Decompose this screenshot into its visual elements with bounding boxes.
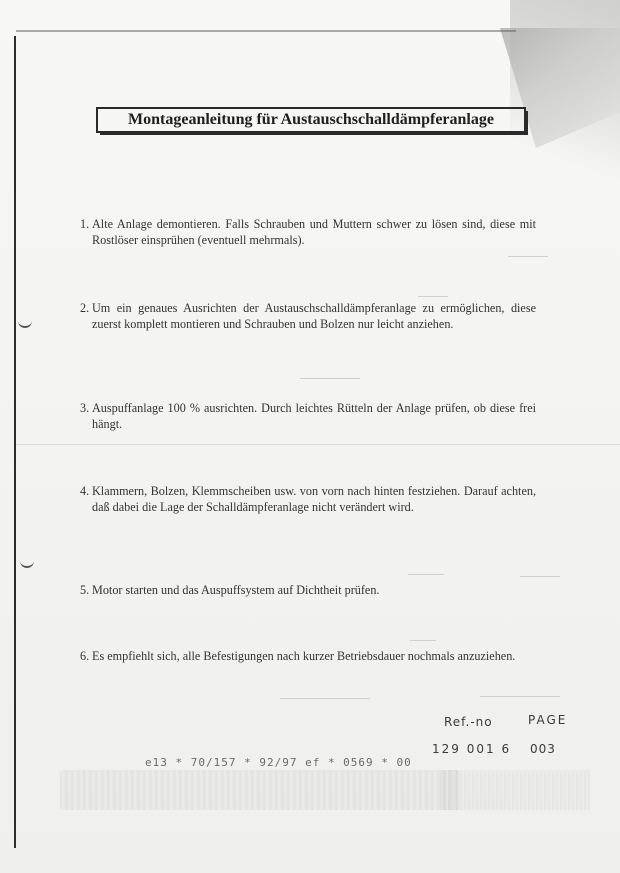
scan-artifact-line xyxy=(280,698,370,699)
scan-artifact-line xyxy=(408,574,444,575)
scan-artifact-line xyxy=(410,640,436,641)
step-item-2 xyxy=(80,300,536,332)
step-text: Motor starten und das Auspuffsystem auf Dichtheit prüfen. xyxy=(92,583,380,597)
step-number: 5. xyxy=(80,583,90,597)
step-number: 3. xyxy=(80,401,90,415)
fold-crease xyxy=(16,444,620,445)
page-label: PAGE xyxy=(528,713,568,727)
page-number-value: 003 xyxy=(530,742,556,756)
scan-artifact-line xyxy=(300,378,360,379)
scan-artifact-line xyxy=(508,256,548,257)
page-title: Montageanleitung für Austauschschalldämpferanlage xyxy=(128,111,494,128)
step-number: 6. xyxy=(80,649,90,663)
step-text: Klammern, Bolzen, Klemmscheiben usw. von vorn nach hinten festziehen. Darauf achten, daß dabei die Lage der Schalldämpferanlage nicht verändert wird. xyxy=(92,484,536,514)
approval-code: e13 * 70/157 * 92/97 ef * 0569 * 00 xyxy=(145,756,412,769)
step-item-4 xyxy=(80,483,536,515)
step-number: 2. xyxy=(80,301,90,315)
scan-artifact-line xyxy=(418,296,448,297)
punch-hole-top xyxy=(18,316,32,328)
scan-artifact-line xyxy=(480,696,560,697)
left-border-line xyxy=(14,36,16,848)
top-edge-line xyxy=(16,30,516,32)
step-text: Auspuffanlage 100 % ausrichten. Durch leichtes Rütteln der Anlage prüfen, ob diese frei hängt. xyxy=(92,401,536,431)
step-item-3 xyxy=(80,400,536,432)
title-box xyxy=(96,107,526,133)
punch-hole-bottom xyxy=(20,556,34,568)
step-number: 1. xyxy=(80,217,90,231)
step-number: 4. xyxy=(80,484,90,498)
ref-no-label: Ref.-no xyxy=(444,715,493,729)
step-item-1 xyxy=(80,216,536,248)
step-text: Um ein genaues Ausrichten der Austauschschalldämpferanlage zu ermöglichen, diese zuerst komplett montieren und Schrauben und Bolzen nur leicht anziehen. xyxy=(92,301,536,331)
ref-no-value: 129 001 6 xyxy=(432,742,512,756)
step-item-6 xyxy=(80,648,536,664)
step-text: Alte Anlage demontieren. Falls Schrauben und Muttern schwer zu lösen sind, diese mit Rostlöser einsprühen (eventuell mehrmals). xyxy=(92,217,536,247)
step-text: Es empfiehlt sich, alle Befestigungen nach kurzer Betriebsdauer nochmals anzuziehen. xyxy=(92,649,516,663)
blurred-stamp-area xyxy=(60,770,460,810)
blurred-stamp-area xyxy=(440,770,590,810)
step-item-5 xyxy=(80,582,536,598)
scan-artifact-line xyxy=(520,576,560,577)
